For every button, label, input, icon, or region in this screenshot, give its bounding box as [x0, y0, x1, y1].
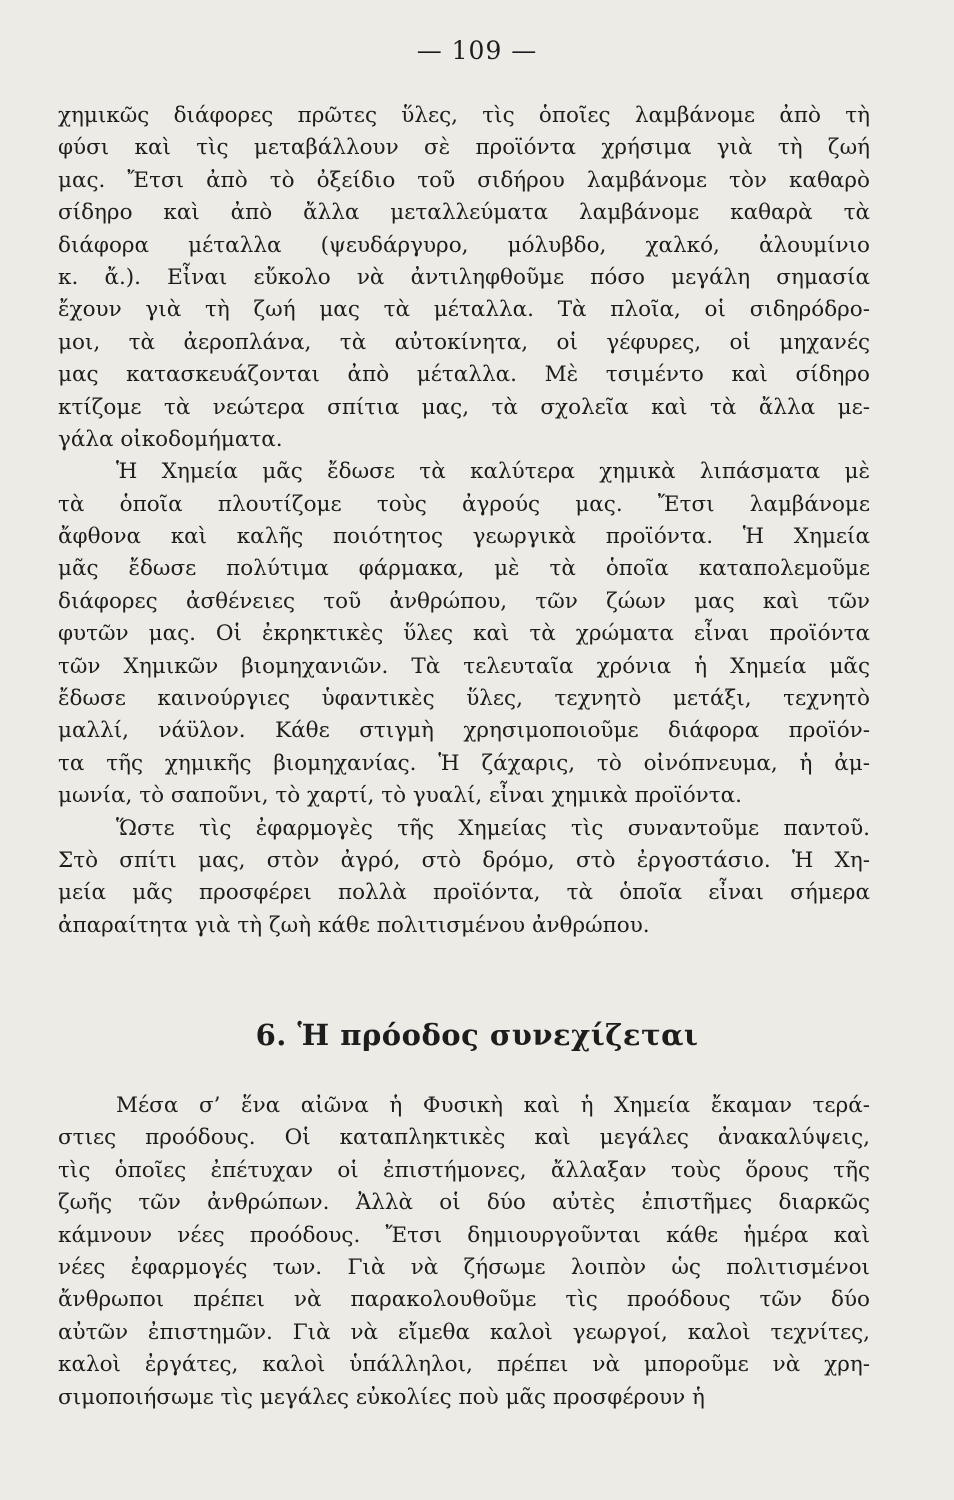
- text-line: μωνία, τὸ σαποῦνι, τὸ χαρτί, τὸ γυαλί, εἶναι χημικὰ προϊόντα.: [58, 783, 742, 809]
- text-line: μας κατασκευάζονται ἀπὸ μέταλλα. Μὲ τσιμέντο καὶ σίδηρο: [58, 362, 870, 388]
- text-line: φύσι καὶ τὶς μεταβάλλουν σὲ προϊόντα χρήσιμα γιὰ τὴ ζωή: [58, 135, 870, 161]
- text-line: κάμνουν νέες προόδους. Ἔτσι δημιουργοῦνται κάθε ἡμέρα καὶ: [58, 1222, 870, 1248]
- text-line: Στὸ σπίτι μας, στὸν ἀγρό, στὸ δρόμο, στὸ ἐργοστάσιο. Ἡ Χη-: [58, 847, 870, 873]
- text-line: χημικῶς διάφορες πρῶτες ὕλες, τὶς ὁποῖες λαμβάνομε ἀπὸ τὴ: [58, 103, 870, 128]
- text-line: ἀπαραίτητα γιὰ τὴ ζωὴ κάθε πολιτισμένου ἀνθρώπου.: [58, 912, 650, 938]
- text-line: ἔδωσε καινούργιες ὑφαντικὲς ὕλες, τεχνητὸ μετάξι, τεχνητὸ: [58, 686, 870, 712]
- text-line: φυτῶν μας. Οἱ ἐκρηκτικὲς ὕλες καὶ τὰ χρώματα εἶναι προϊόντα: [58, 621, 870, 647]
- text-line: αὐτῶν ἐπιστημῶν. Γιὰ νὰ εἴμεθα καλοὶ γεωργοί, καλοὶ τεχνίτες,: [58, 1319, 870, 1345]
- text-line: γάλα οἰκοδομήματα.: [58, 426, 283, 452]
- section-1-text: [58, 100, 870, 942]
- text-line: μᾶς ἔδωσε πολύτιμα φάρμακα, μὲ τὰ ὁποῖα καταπολεμοῦμε: [58, 556, 870, 582]
- page-number: — 109 —: [416, 36, 538, 65]
- text-line: ἄνθρωποι πρέπει νὰ παρακολουθοῦμε τὶς προόδους τῶν δύο: [58, 1287, 870, 1313]
- section-heading: 6. Ἡ πρόοδος συνεχίζεται: [255, 1018, 699, 1052]
- text-line: κ. ἄ.). Εἶναι εὔκολο νὰ ἀντιληφθοῦμε πόσο μεγάλη σημασία: [58, 264, 870, 290]
- text-line: κτίζομε τὰ νεώτερα σπίτια μας, τὰ σχολεῖα καὶ τὰ ἄλλα με-: [58, 394, 870, 420]
- text-line: Ὥστε τὶς ἐφαρμογὲς τῆς Χημείας τὶς συναντοῦμε παντοῦ.: [116, 815, 870, 841]
- text-line: μοι, τὰ ἀεροπλάνα, τὰ αὐτοκίνητα, οἱ γέφυρες, οἱ μηχανές: [58, 329, 870, 355]
- text-line: καλοὶ ἐργάτες, καλοὶ ὑπάλληλοι, πρέπει νὰ μποροῦμε νὰ χρη-: [58, 1352, 870, 1378]
- section-2-text: [58, 1090, 870, 1414]
- text-line: ἄφθονα καὶ καλῆς ποιότητος γεωργικὰ προϊόντα. Ἡ Χημεία: [58, 524, 870, 550]
- text-line: σιμοποιήσωμε τὶς μεγάλες εὐκολίες ποὺ μᾶς προσφέρουν ἡ: [58, 1384, 705, 1410]
- text-line: Ἡ Χημεία μᾶς ἔδωσε τὰ καλύτερα χημικὰ λιπάσματα μὲ: [116, 459, 870, 485]
- text-line: ζωῆς τῶν ἀνθρώπων. Ἀλλὰ οἱ δύο αὐτὲς ἐπιστῆμες διαρκῶς: [58, 1190, 870, 1216]
- text-line: τὰ ὁποῖα πλουτίζομε τοὺς ἀγρούς μας. Ἔτσι λαμβάνομε: [58, 491, 870, 517]
- text-line: διάφορα μέταλλα (ψευδάργυρο, μόλυβδο, χαλκό, ἀλουμίνιο: [58, 232, 870, 258]
- text-line: μας. Ἔτσι ἀπὸ τὸ ὀξείδιο τοῦ σιδήρου λαμβάνομε τὸν καθαρὸ: [58, 167, 870, 193]
- text-line: τὶς ὁποῖες ἐπέτυχαν οἱ ἐπιστήμονες, ἄλλαξαν τοὺς ὅρους τῆς: [58, 1157, 870, 1183]
- text-line: στιες προόδους. Οἱ καταπληκτικὲς καὶ μεγάλες ἀνακαλύψεις,: [58, 1125, 870, 1151]
- text-line: Μέσα σ’ ἕνα αἰῶνα ἡ Φυσικὴ καὶ ἡ Χημεία ἔκαμαν τερά-: [116, 1093, 870, 1118]
- text-line: ἔχουν γιὰ τὴ ζωή μας τὰ μέταλλα. Τὰ πλοῖα, οἱ σιδηρόδρο-: [58, 297, 870, 323]
- text-line: τα τῆς χημικῆς βιομηχανίας. Ἡ ζάχαρις, τὸ οἰνόπνευμα, ἡ ἀμ-: [58, 750, 870, 776]
- text-line: νέες ἐφαρμογές των. Γιὰ νὰ ζήσωμε λοιπὸν ὡς πολιτισμένοι: [58, 1254, 870, 1280]
- text-line: διάφορες ἀσθένειες τοῦ ἀνθρώπου, τῶν ζώων μας καὶ τῶν: [58, 588, 870, 614]
- text-line: μεία μᾶς προσφέρει πολλὰ προϊόντα, τὰ ὁποῖα εἶναι σήμερα: [58, 880, 870, 906]
- text-line: μαλλί, νάϋλον. Κάθε στιγμὴ χρησιμοποιοῦμε διάφορα προϊόν-: [58, 718, 870, 744]
- text-line: σίδηρο καὶ ἀπὸ ἄλλα μεταλλεύματα λαμβάνομε καθαρὰ τὰ: [58, 200, 870, 226]
- text-line: τῶν Χημικῶν βιομηχανιῶν. Τὰ τελευταῖα χρόνια ἡ Χημεία μᾶς: [58, 653, 870, 679]
